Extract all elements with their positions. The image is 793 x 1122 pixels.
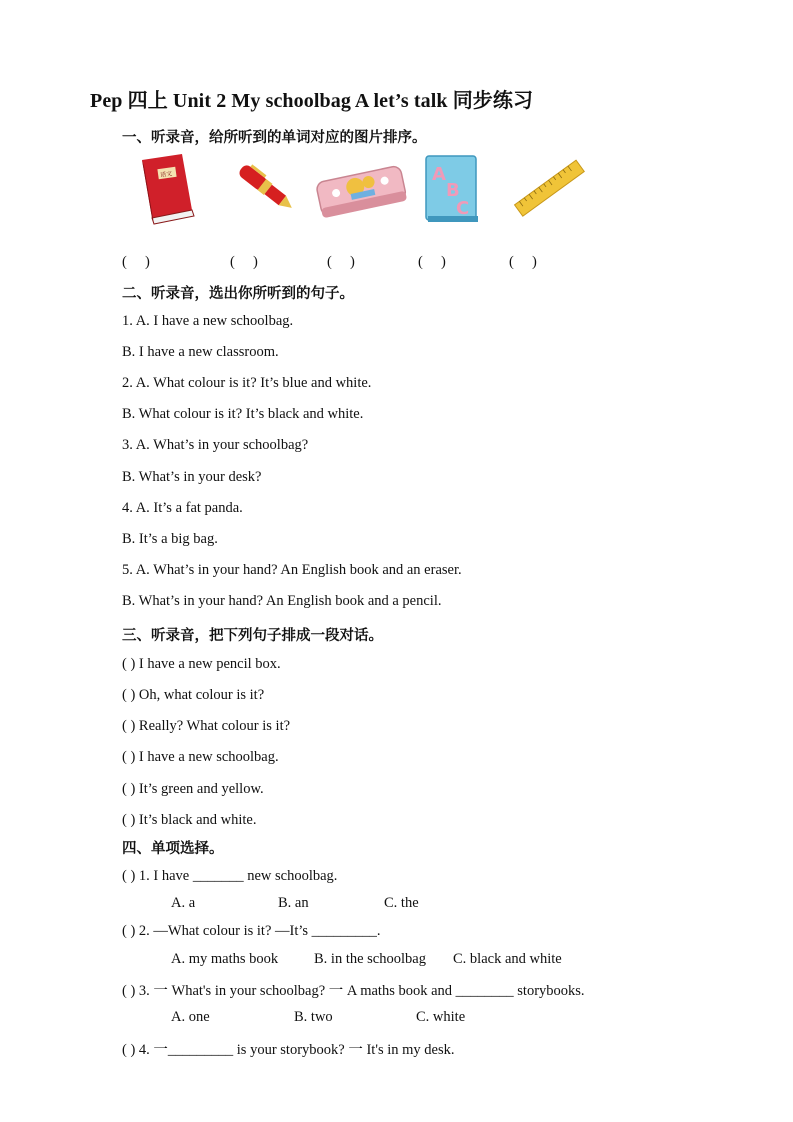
s2-line-10: B. What’s in your hand? An English book and a pencil.	[122, 593, 442, 609]
q1-option-b[interactable]: B. an	[278, 895, 309, 911]
abc-book-icon	[420, 150, 482, 228]
red-book-icon	[134, 150, 200, 228]
q3-option-b[interactable]: B. two	[294, 1009, 333, 1025]
abc-letter-a: A	[432, 164, 446, 185]
s3-line-3: ( ) Really? What colour is it?	[122, 718, 291, 734]
q2-option-c[interactable]: C. black and white	[453, 951, 562, 967]
s3-line-2: ( ) Oh, what colour is it?	[122, 687, 265, 703]
q3-option-c[interactable]: C. white	[416, 1009, 466, 1025]
answer-blank-1[interactable]: ( )	[122, 254, 150, 270]
book-label: 语文	[159, 170, 173, 179]
s3-line-1: ( ) I have a new pencil box.	[122, 656, 281, 672]
answer-blank-3[interactable]: ( )	[327, 254, 355, 270]
s3-line-4: ( ) I have a new schoolbag.	[122, 749, 279, 765]
section-2-heading: 二、听录音，选出你所听到的句子。	[122, 285, 354, 302]
abc-letter-b: B	[446, 180, 460, 201]
s3-line-6: ( ) It’s black and white.	[122, 812, 257, 828]
q3-option-a[interactable]: A. one	[171, 1009, 210, 1025]
q1-option-a[interactable]: A. a	[171, 895, 196, 911]
section-1-heading: 一、听录音，给所听到的单词对应的图片排序。	[122, 129, 427, 146]
section-3-heading: 三、听录音，把下列句子排成一段对话。	[122, 627, 383, 644]
q4-stem: ( ) 4. 一_________ is your storybook? 一 It's in my desk.	[122, 1042, 455, 1058]
abc-letter-c: C	[456, 198, 470, 219]
s2-line-3: 2. A. What colour is it? It’s blue and white.	[122, 375, 372, 391]
ruler-icon	[510, 150, 590, 228]
s2-line-5: 3. A. What’s in your schoolbag?	[122, 437, 309, 453]
answer-blank-2[interactable]: ( )	[230, 254, 258, 270]
answer-blank-5[interactable]: ( )	[509, 254, 537, 270]
q2-option-a[interactable]: A. my maths book	[171, 951, 279, 967]
q3-stem: ( ) 3. 一 What's in your schoolbag? 一 A maths book and ________ storybooks.	[122, 983, 585, 999]
q1-stem: ( ) 1. I have _______ new schoolbag.	[122, 868, 338, 884]
s2-line-9: 5. A. What’s in your hand? An English book and an eraser.	[122, 562, 462, 578]
s2-line-2: B. I have a new classroom.	[122, 344, 279, 360]
s3-line-5: ( ) It’s green and yellow.	[122, 781, 264, 797]
q2-option-b[interactable]: B. in the schoolbag	[314, 951, 426, 967]
answer-blank-4[interactable]: ( )	[418, 254, 446, 270]
s2-line-6: B. What’s in your desk?	[122, 469, 262, 485]
pen-icon	[230, 150, 302, 228]
q1-option-c[interactable]: C. the	[384, 895, 419, 911]
s2-line-8: B. It’s a big bag.	[122, 531, 218, 547]
section-4-heading: 四、单项选择。	[122, 840, 224, 857]
pencil-box-icon	[312, 150, 408, 228]
s2-line-4: B. What colour is it? It’s black and white.	[122, 406, 364, 422]
page-title: Pep 四上 Unit 2 My schoolbag A let’s talk 同步练习	[90, 90, 534, 112]
s2-line-1: 1. A. I have a new schoolbag.	[122, 313, 294, 329]
s2-line-7: 4. A. It’s a fat panda.	[122, 500, 243, 516]
q2-stem: ( ) 2. —What colour is it? —It’s _________.	[122, 923, 381, 939]
